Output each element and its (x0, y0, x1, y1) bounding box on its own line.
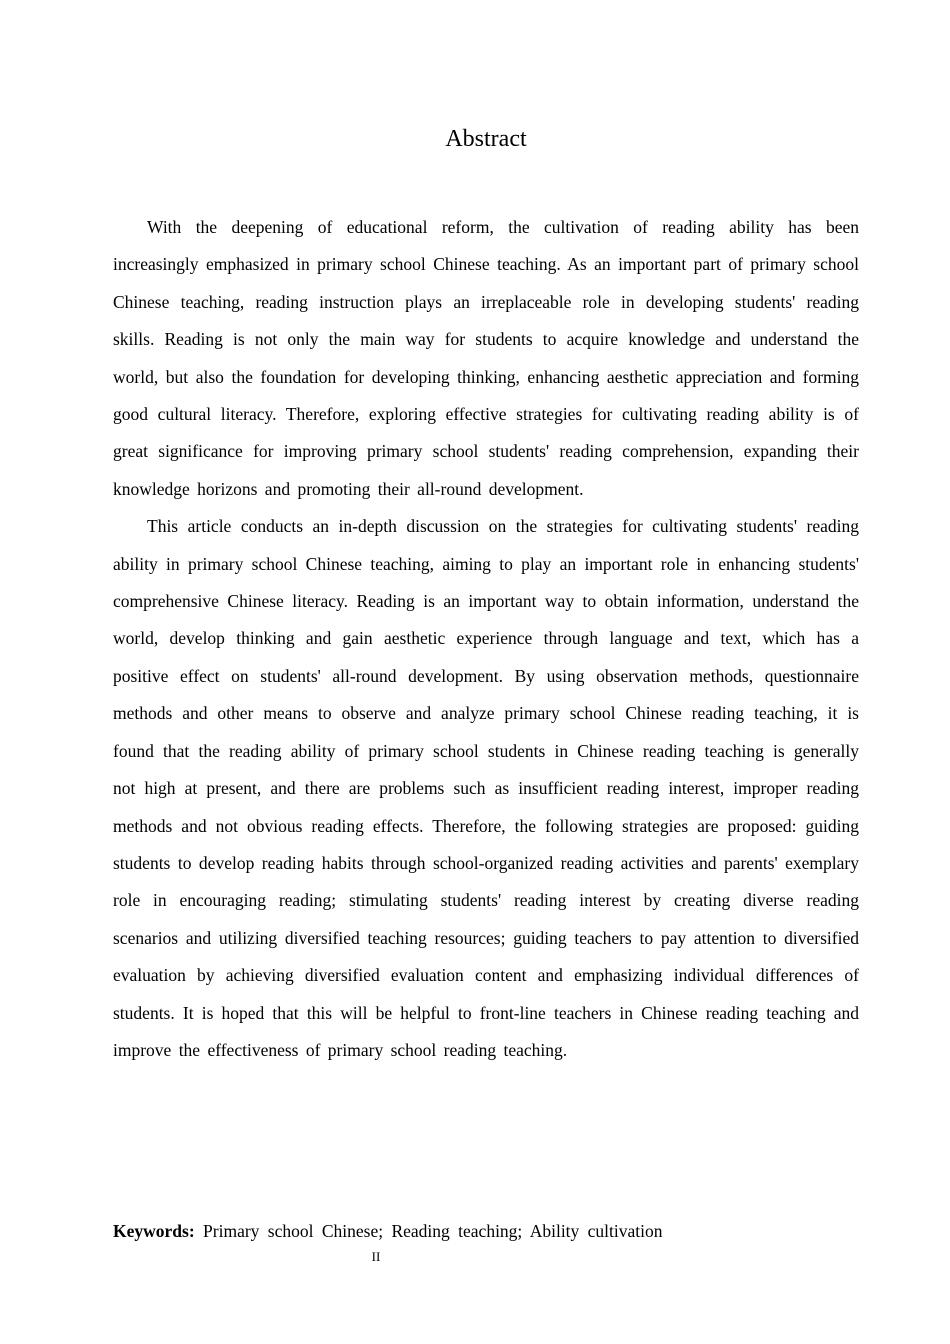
keywords-text: Primary school Chinese; Reading teaching; Ability cultivation (203, 1221, 663, 1241)
keywords-line (113, 1217, 663, 1245)
abstract-paragraph-2: This article conducts an in-depth discussion on the strategies for cultivating students' reading ability in primary school Chinese teaching, aiming to play an important role in enhancing students' comprehensive Chinese literacy. Reading is an important way to obtain information, understand the world, develop thinking and gain aesthetic experience through language and text, which has a positive effect on students' all-round development. By using observation methods, questionnaire methods and other means to observe and analyze primary school Chinese reading teaching, it is found that the reading ability of primary school students in Chinese reading teaching is generally not high at present, and there are problems such as insufficient reading interest, improper reading methods and not obvious reading effects. Therefore, the following strategies are proposed: guiding students to develop reading habits through school-organized reading activities and parents' exemplary role in encouraging reading; stimulating students' reading interest by creating diverse reading scenarios and utilizing diversified teaching resources; guiding teachers to pay attention to diversified evaluation by achieving diversified evaluation content and emphasizing individual differences of students. It is hoped that this will be helpful to front-line teachers in Chinese reading teaching and improve the effectiveness of primary school reading teaching. (113, 516, 859, 1060)
keywords-label: Keywords: (113, 1221, 195, 1241)
page-number: II (371, 1249, 381, 1264)
abstract-title: Abstract (445, 126, 527, 152)
abstract-paragraph-1: With the deepening of educational reform, the cultivation of reading ability has been increasingly emphasized in primary school Chinese teaching. As an important part of primary school Chinese teaching, reading instruction plays an irreplaceable role in developing students' reading skills. Reading is not only the main way for students to acquire knowledge and understand the world, but also the foundation for developing thinking, enhancing aesthetic appreciation and forming good cultural literacy. Therefore, exploring effective strategies for cultivating reading ability is of great significance for improving primary school students' reading comprehension, expanding their knowledge horizons and promoting their all-round development. (113, 217, 859, 499)
abstract-body (113, 209, 859, 1069)
